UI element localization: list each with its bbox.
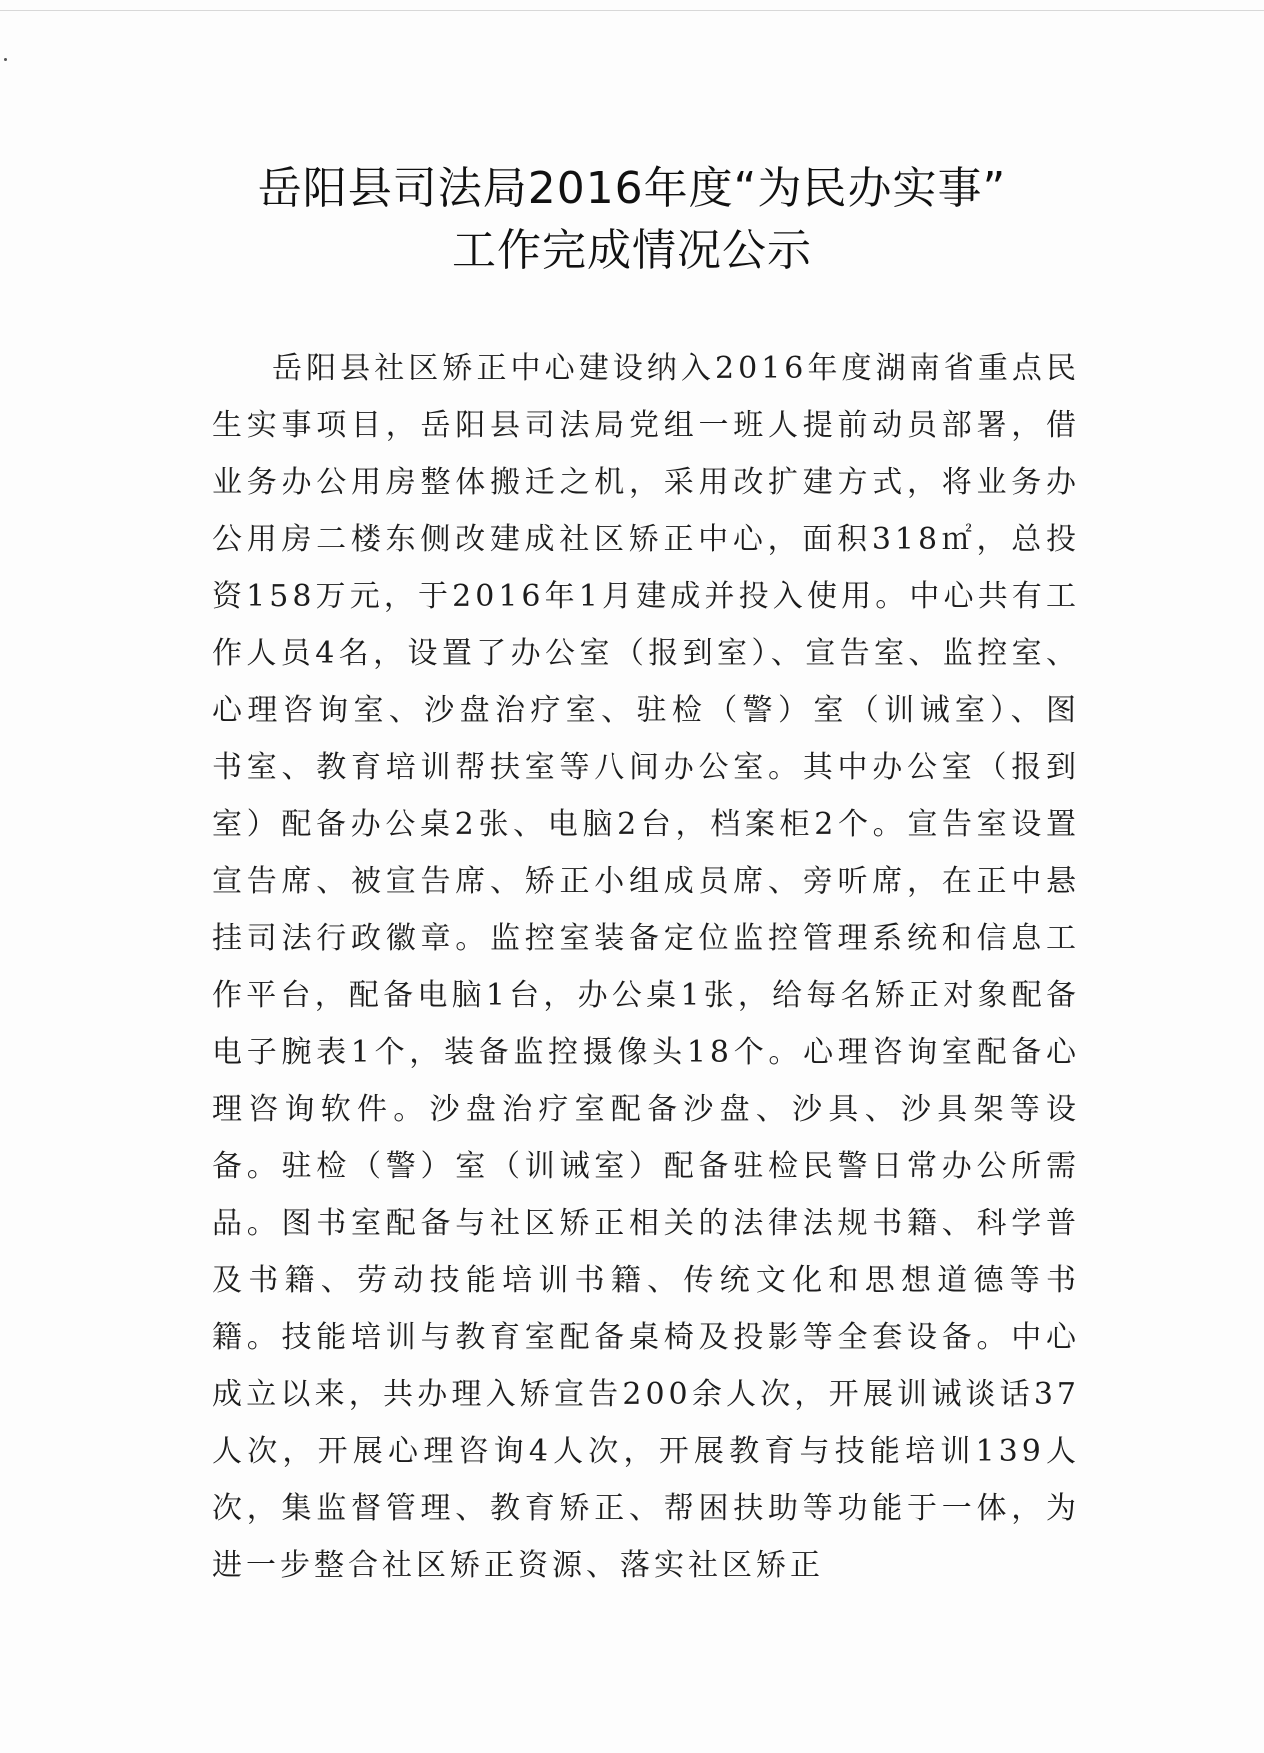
title-line-1: 岳阳县司法局2016年度“为民办实事” (257, 163, 1007, 214)
document-title (0, 158, 1264, 282)
scan-speck (4, 58, 7, 61)
body-paragraph: 岳阳县社区矫正中心建设纳入2016年度湖南省重点民生实事项目，岳阳县司法局党组一班人提前动员部署，借业务办公用房整体搬迁之机，采用改扩建方式，将业务办公用房二楼东侧改建成社区矫正中心，面积318㎡，总投资158万元，于2016年1月建成并投入使用。中心共有工作人员4名，设置了办公室（报到室）、宣告室、监控室、心理咨询室、沙盘治疗室、驻检（警）室（训诫室）、图书室、教育培训帮扶室等八间办公室。其中办公室（报到室）配备办公桌2张、电脑2台，档案柜2个。宣告室设置宣告席、被宣告席、矫正小组成员席、旁听席，在正中悬挂司法行政徽章。监控室装备定位监控管理系统和信息工作平台，配备电脑1台，办公桌1张，给每名矫正对象配备电子腕表1个，装备监控摄像头18个。心理咨询室配备心理咨询软件。沙盘治疗室配备沙盘、沙具、沙具架等设备。驻检（警）室（训诫室）配备驻检民警日常办公所需品。图书室配备与社区矫正相关的法律法规书籍、科学普及书籍、劳动技能培训书籍、传统文化和思想道德等书籍。技能培训与教育室配备桌椅及投影等全套设备。中心成立以来，共办理入矫宣告200余人次，开展训诫谈话37人次，开展心理咨询4人次，开展教育与技能培训139人次，集监督管理、教育矫正、帮困扶助等功能于一体，为进一步整合社区矫正资源、落实社区矫正 (212, 351, 1080, 1583)
title-line-2: 工作完成情况公示 (452, 225, 812, 276)
scan-edge-line (0, 10, 1264, 11)
